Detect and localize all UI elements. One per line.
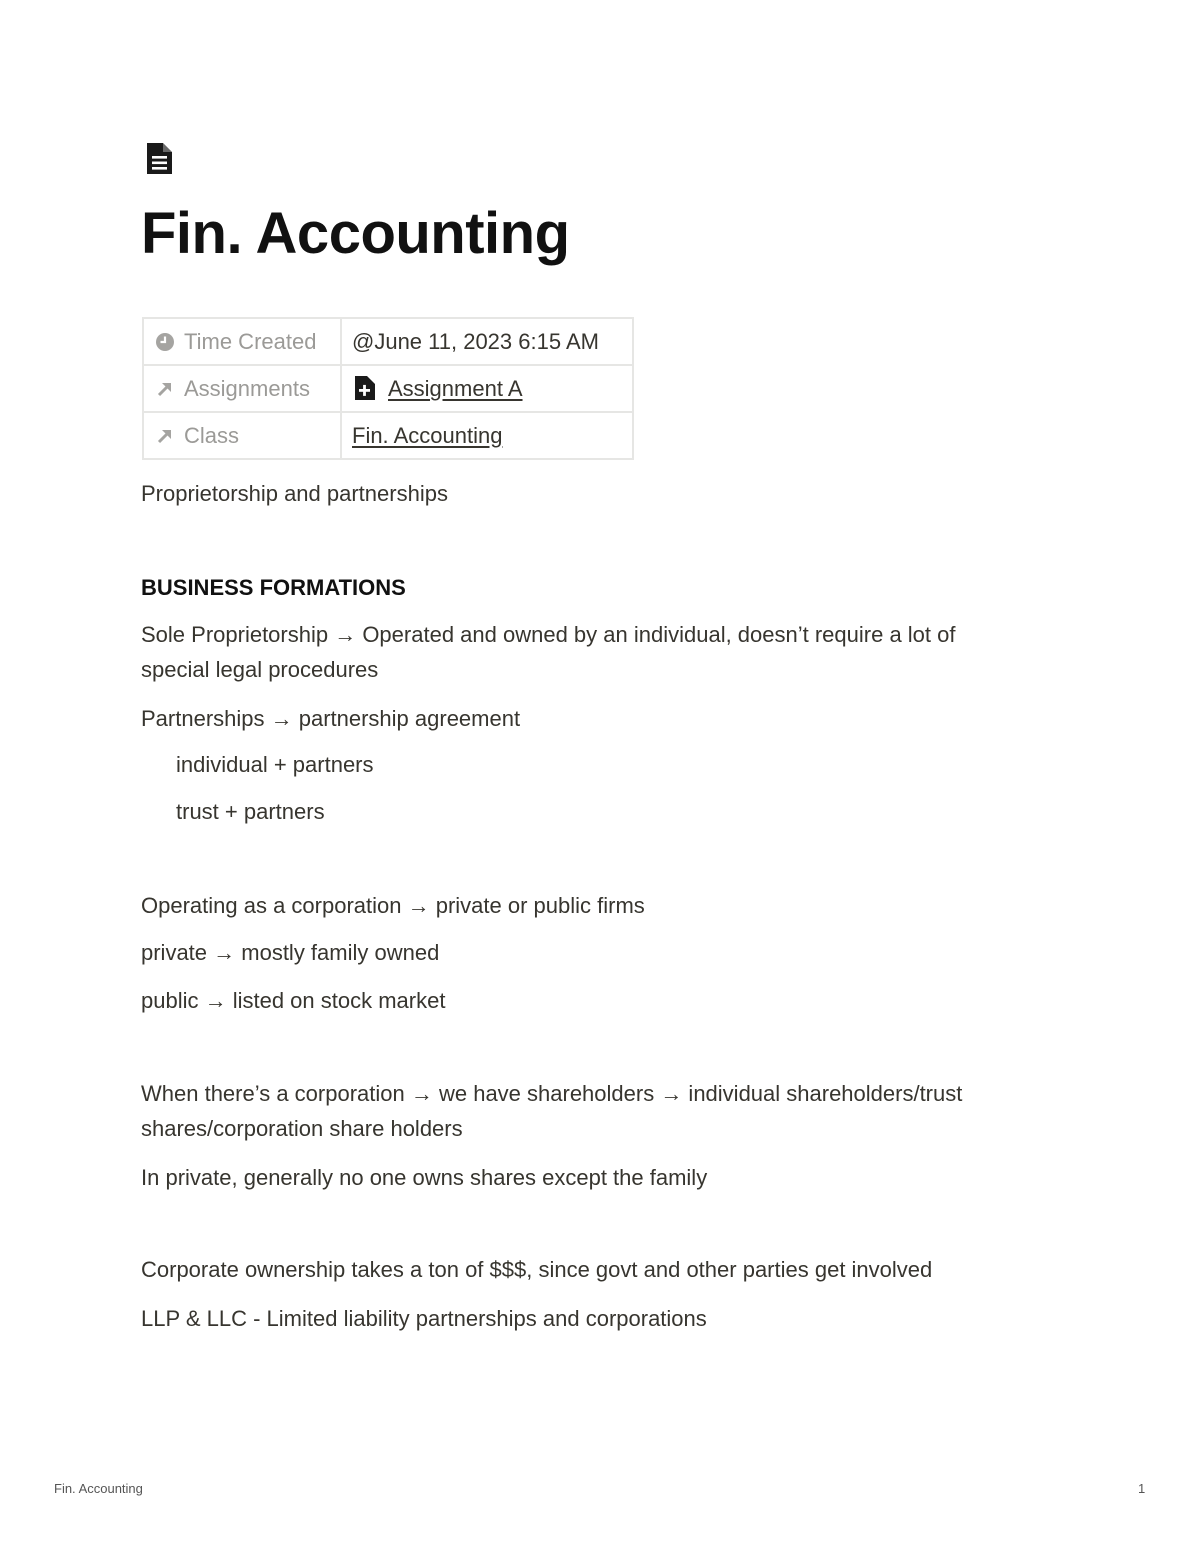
partnerships-text: Partnerships → partnership agreement — [141, 706, 521, 731]
partner-item-individual: individual + partners — [176, 752, 374, 777]
public-text: public → listed on stock market — [141, 988, 446, 1013]
shareholders-line1: When there’s a corporation → we have shareholders → individual shareholders/trust — [141, 1081, 963, 1106]
property-name-cell — [143, 412, 341, 459]
property-row-time-created — [143, 318, 633, 365]
relation-arrow-icon — [154, 378, 176, 400]
footer-doc-name: Fin. Accounting — [54, 1481, 143, 1496]
subtitle-text: Proprietorship and partnerships — [141, 481, 448, 506]
class-link[interactable]: Fin. Accounting — [352, 422, 503, 448]
property-name-cell — [143, 318, 341, 365]
private-text: private → mostly family owned — [141, 940, 440, 965]
property-row-class — [143, 412, 633, 459]
private-shares-text: In private, generally no one owns shares except the family — [141, 1165, 708, 1190]
relation-arrow-icon — [154, 425, 176, 447]
assignment-a-link[interactable]: Assignment A — [388, 376, 523, 401]
corporation-text: Operating as a corporation → private or public firms — [141, 893, 645, 918]
property-name-cell — [143, 365, 341, 412]
document-icon — [144, 142, 174, 176]
sole-proprietorship-line2: special legal procedures — [141, 657, 379, 682]
page-plus-icon — [352, 375, 378, 401]
shareholders-line2: shares/corporation share holders — [141, 1116, 463, 1141]
section-heading: BUSINESS FORMATIONS — [141, 575, 406, 600]
sole-proprietorship-line1: Sole Proprietorship → Operated and owned by an individual, doesn’t require a lot of — [141, 622, 956, 647]
properties-table — [142, 317, 634, 460]
time-created-value: @June 11, 2023 6:15 AM — [352, 328, 599, 354]
property-label-time-created: Time Created — [184, 328, 317, 354]
property-value-cell — [341, 365, 633, 412]
page-title: Fin. Accounting — [141, 201, 570, 266]
clock-icon — [154, 331, 176, 353]
property-row-assignments — [143, 365, 633, 412]
partner-item-trust: trust + partners — [176, 799, 325, 824]
property-value-cell — [341, 412, 633, 459]
property-label-assignments: Assignments — [184, 375, 310, 401]
property-label-class: Class — [184, 422, 240, 448]
corporate-cost-text: Corporate ownership takes a ton of $$$, since govt and other parties get involved — [141, 1257, 933, 1282]
footer-page-number: 1 — [1138, 1481, 1146, 1496]
property-value-cell — [341, 318, 633, 365]
llp-llc-text: LLP & LLC - Limited liability partnerships and corporations — [141, 1306, 707, 1331]
